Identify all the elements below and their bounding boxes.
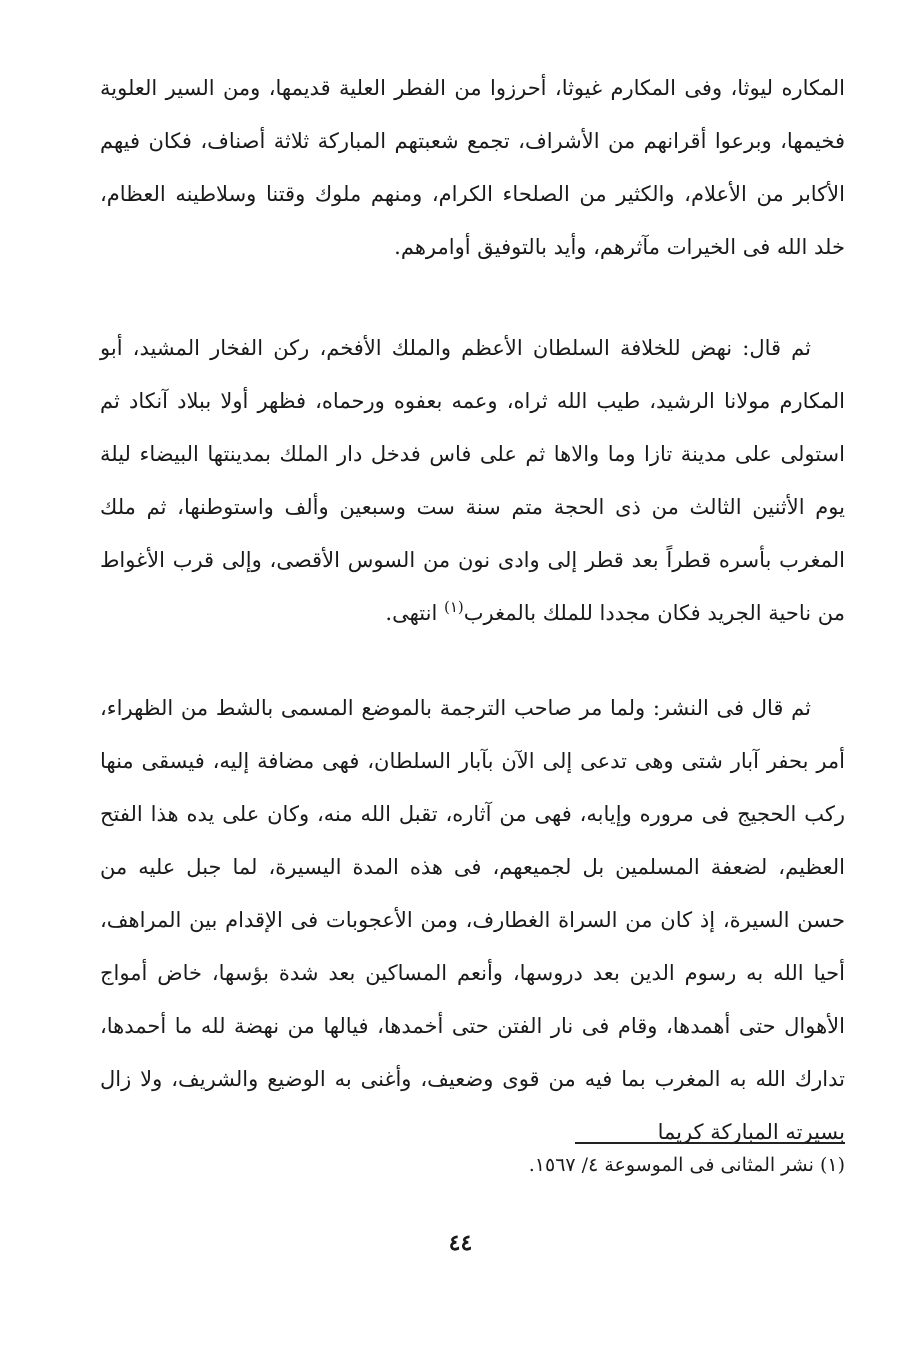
footnote-divider [575,1142,845,1144]
paragraph-1: المكاره ليوثا، وفى المكارم غيوثا، أحرزوا من الفطر العلية قديمها، ومن السير العلوية فخيمها، وبرعوا أقرانهم من الأشراف، تجمع شعبتهم المباركة ثلاثة أصناف، فكان فيهم الأكابر من الأعلام، والكثير من الصلحاء الكرام، ومنهم ملوك وقتنا وسلاطينه العظام، خلد الله فى الخيرات مآثرهم، وأيد بالتوفيق أوامرهم. [100,76,845,259]
footnote-reference: (١) [443,598,464,616]
page-number: ٤٤ [448,1230,473,1256]
footnote: (١) نشر المثانى فى الموسوعة ٤/ ١٥٦٧. [528,1154,845,1176]
paragraph-2-text: ثم قال: نهض للخلافة السلطان الأعظم والملك الأفخم، ركن الفخار المشيد، أبو المكارم مولانا الرشيد، طيب الله ثراه، وعمه بعفوه ورحماه، فظهر أولا ببلاد آنكاد ثم استولى على مدينة تازا وما والاها ثم على فاس فدخل دار الملك بمدينتها البيضاء ليلة يوم الأثنين الثالث من ذى الحجة متم سنة ست وسبعين وألف واستوطنها، ثم ملك المغرب بأسره قطراً بعد قطر إلى وادى نون من السوس الأقصى، وإلى قرب الأغواط من ناحية الجريد فكان مجددا للملك بالمغرب [100,336,845,625]
paragraph-3: ثم قال فى النشر: ولما مر صاحب الترجمة بالموضع المسمى بالشط من الظهراء، أمر بحفر آبار شتى وهى تدعى إلى الآن بآبار السلطان، فهى مضافة إليه، فيسقى منها ركب الحجيج فى مروره وإيابه، فهى من آثاره، تقبل الله منه، وكان على يده هذا الفتح العظيم، لضعفة المسلمين بل لجميعهم، فى هذه المدة اليسيرة، لما جبل عليه من حسن السيرة، إذ كان من السراة الغطارف، ومن الأعجوبات فى الإقدام بين المراهف، أحيا الله به رسوم الدين بعد دروسها، وأنعم المساكين بعد شدة بؤسها، خاض أمواج الأهوال حتى أهمدها، وقام فى نار الفتن حتى أخمدها، فيالها من نهضة لله ما أحمدها، تدارك الله به المغرب بما فيه من قوى وضعيف، وأغنى به الوضيع والشريف، ولا زال بسيرته المباركة كريما [100,696,845,1144]
paragraph-2-ending: انتهى. [385,601,444,625]
paragraph-2 [100,322,845,640]
